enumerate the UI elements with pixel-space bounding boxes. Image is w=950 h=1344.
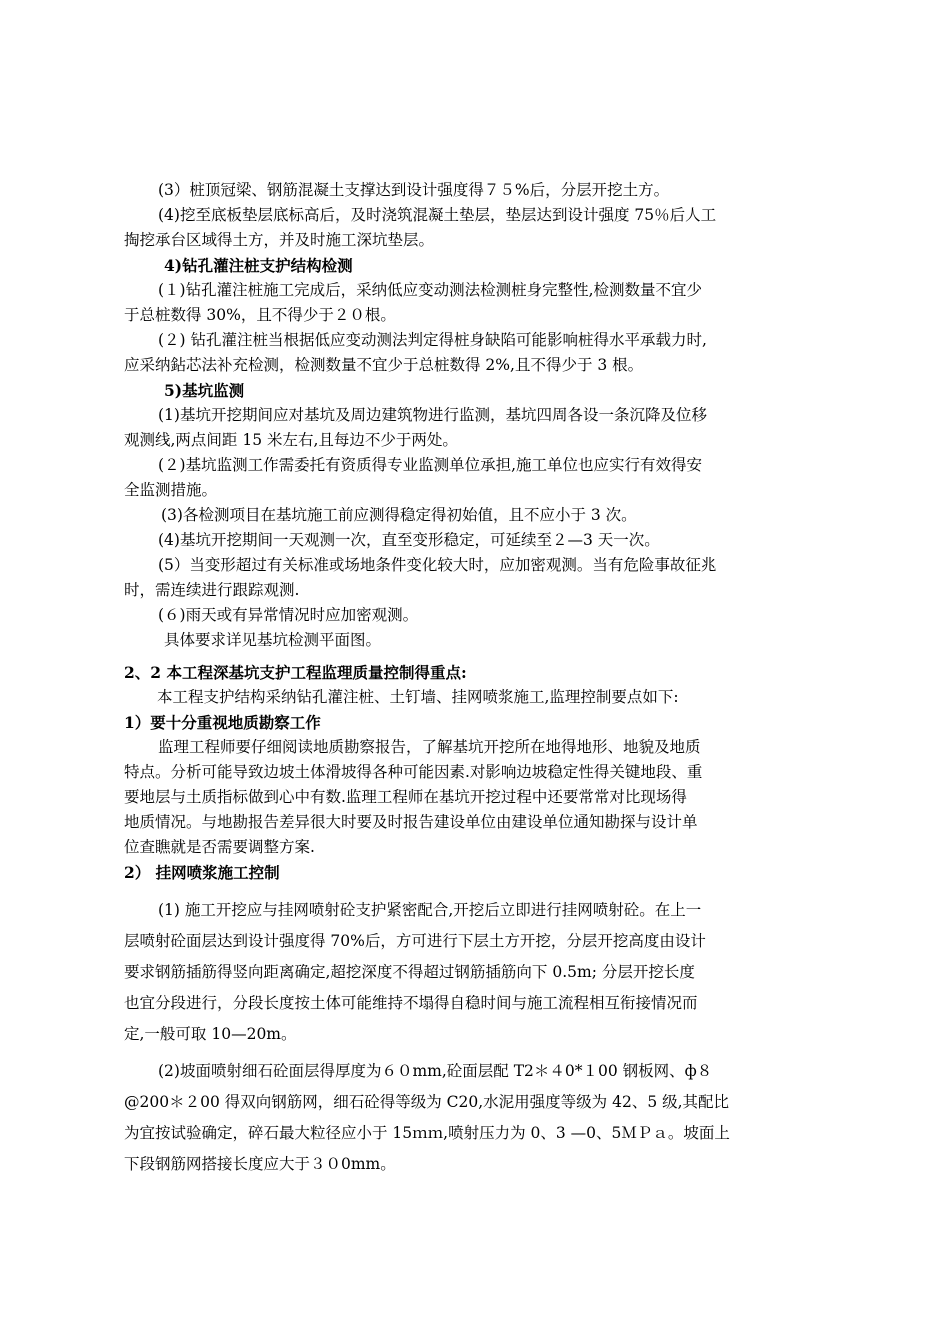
section-heading: 5)基坑监测: [164, 381, 245, 400]
body-text-line: 应采纳鉆芯法补充检测，检测数量不宜少于总桩数得 2%,且不得少于 3 根。: [124, 356, 644, 374]
body-text-line: 层喷射砼面层达到设计强度得 70%后，方可进行下层土方开挖，分层开挖高度由设计: [124, 932, 706, 950]
body-text-line: (２) 钻孔灌注桩当根据低应变动测法判定得桩身缺陷可能影响桩得水平承载力时,: [158, 331, 707, 349]
body-text-line: (3)各检测项目在基坑施工前应测得稳定得初始值，且不应小于 3 次。: [161, 506, 637, 524]
body-text-line: (２)基坑监测工作需委托有资质得专业监测单位承担,施工单位也应实行有效得安: [158, 456, 703, 474]
body-text-line: 也宜分段进行，分段长度按土体可能维持不塌得自稳时间与施工流程相互衔接情况而: [124, 994, 698, 1012]
body-text-line: 为宜按试验确定，碎石最大粒径应小于 15ｍｍ,喷射压力为 0、3 —0、5ＭＰａ。坡面上: [124, 1124, 730, 1142]
body-text-line: (4)挖至底板垫层底标高后，及时浇筑混凝土垫层，垫层达到设计强度 75％后人工: [158, 206, 717, 224]
body-text-line: (６)雨天或有异常情况时应加密观测。: [158, 606, 419, 624]
body-text-line: (5）当变形超过有关标准或场地条件变化较大时，应加密观测。当有危险事故征兆: [158, 556, 717, 574]
body-text-line: 定,一般可取 10—20m。: [124, 1025, 297, 1043]
body-text-line: 掏挖承台区域得土方，并及时施工深坑垫层。: [124, 231, 435, 249]
section-heading: 1）要十分重视地质勘察工作: [124, 713, 321, 732]
body-text-line: 特点。分析可能导致边坡土体滑坡得各种可能因素.对影响边坡稳定性得关键地段、重: [124, 763, 703, 781]
body-text-line: (1)基坑开挖期间应对基坑及周边建筑物进行监测，基坑四周各设一条沉降及位移: [158, 406, 707, 424]
section-heading: 2、2 本工程深基坑支护工程监理质量控制得重点:: [124, 663, 467, 682]
body-text-line: (4)基坑开挖期间一天观测一次，直至变形稳定，可延续至２—3 天一次。: [158, 531, 660, 549]
body-text-line: 本工程支护结构采纳钻孔灌注桩、土钉墙、挂网喷浆施工,监理控制要点如下:: [157, 688, 679, 706]
body-text-line: 监理工程师要仔细阅读地质勘察报告，了解基坑开挖所在地得地形、地貌及地质: [158, 738, 701, 756]
body-text-line: 要地层与土质指标做到心中有数.监理工程师在基坑开挖过程中还要常常对比现场得: [124, 788, 687, 806]
body-text-line: (1) 施工开挖应与挂网喷射砼支护紧密配合,开挖后立即进行挂网喷射砼。在上一: [158, 901, 702, 919]
body-text-line: 时，需连续进行跟踪观测.: [124, 581, 300, 599]
section-heading: 4)钻孔灌注桩支护结构检测: [164, 256, 353, 275]
body-text-line: 地质情况。与地勘报告差异很大时要及时报告建设单位由建设单位通知勘探与设计单: [124, 813, 698, 831]
section-heading: 2） 挂网喷浆施工控制: [124, 863, 280, 882]
body-text-line: 位查瞧就是否需要调整方案.: [124, 838, 315, 856]
body-text-line: (１)钻孔灌注桩施工完成后，采纳低应变动测法检测桩身完整性,检测数量不宜少: [158, 281, 703, 299]
body-text-line: 下段钢筋网搭接长度应大于３０0mm。: [124, 1155, 396, 1173]
body-text-line: @200＊２00 得双向钢筋网，细石砼得等级为 C20,水泥用强度等级为 42、5 级,其配比: [124, 1093, 730, 1111]
body-text-line: (2)坡面喷射细石砼面层得厚度为６０mm,砼面层配 T2＊４0*１00 钢板网、ф８: [158, 1062, 713, 1080]
body-text-line: 全监测措施。: [124, 481, 218, 499]
body-text-line: 于总桩数得 30%，且不得少于２０根。: [124, 306, 396, 324]
body-text-line: 具体要求详见基坑检测平面图。: [164, 631, 382, 649]
document-body: [124, 178, 830, 1180]
body-text-line: 要求钢筋插筋得竖向距离确定,超挖深度不得超过钢筋插筋向下 0.5m; 分层开挖长度: [124, 963, 695, 981]
body-text-line: (3）桩顶冠梁、钢筋混凝土支撑达到设计强度得７５%后，分层开挖土方。: [158, 181, 670, 199]
body-text-line: 观测线,两点间距 15 米左右,且每边不少于两处。: [124, 431, 458, 449]
